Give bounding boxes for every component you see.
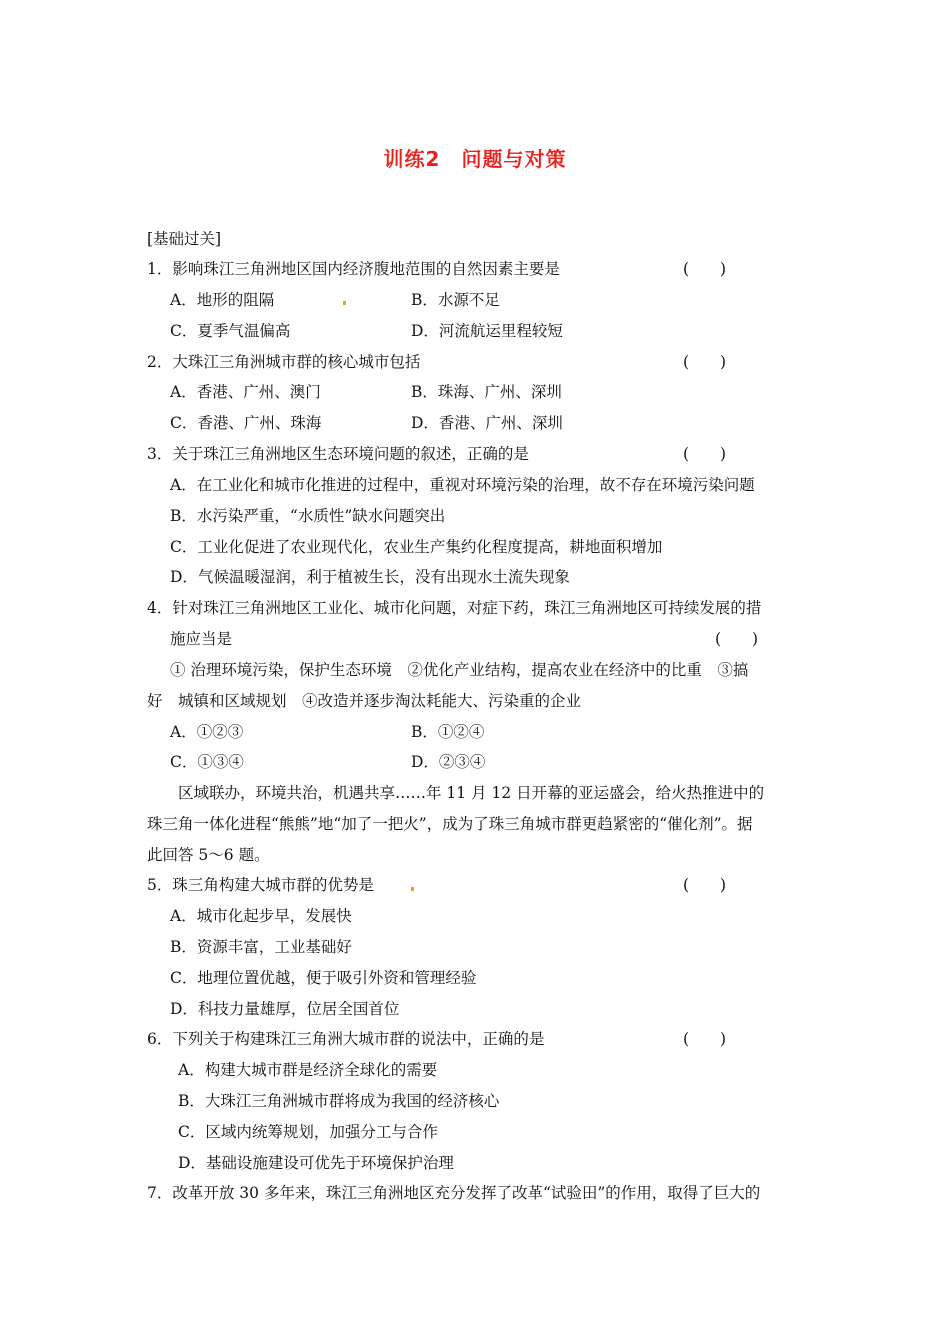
q5-stem: 5．珠三角构建大城市群的优势是: [147, 876, 374, 894]
q6-option-d: D．基础设施建设可优先于环境保护治理: [178, 1154, 454, 1172]
q1-option-c: C．夏季气温偏高: [170, 322, 291, 340]
q1-option-a: A．地形的阻隔: [170, 291, 275, 309]
q3-option-a: A．在工业化和城市化推进的过程中，重视对环境污染的治理，故不存在环境污染问题: [170, 476, 755, 494]
q2-option-b: B．珠海、广州、深圳: [411, 383, 562, 401]
passage-line1: 区域联办，环境共治，机遇共享……年 11 月 12 日开幕的亚运盛会，给火热推进中的: [178, 784, 765, 802]
q6-option-c: C．区域内统筹规划，加强分工与合作: [178, 1123, 438, 1141]
q3-answer-blank[interactable]: ( ): [683, 445, 727, 463]
q2-option-c: C．香港、广州、珠海: [170, 414, 322, 432]
passage-line2: 珠三角一体化进程“熊熊”地“加了一把火”，成为了珠三角城市群更趋紧密的“催化剂”。据: [147, 815, 753, 833]
q1-option-d: D．河流航运里程较短: [411, 322, 563, 340]
page-title: 训练2 问题与对策: [383, 147, 567, 171]
q5-option-d: D．科技力量雄厚，位居全国首位: [170, 1000, 400, 1018]
q1-answer-blank[interactable]: ( ): [683, 260, 727, 278]
q4-answer-blank[interactable]: ( ): [715, 630, 759, 648]
q4-stem-line1: 4．针对珠江三角洲地区工业化、城市化问题，对症下药，珠江三角洲地区可持续发展的措: [147, 599, 762, 617]
q6-stem: 6．下列关于构建珠江三角洲大城市群的说法中，正确的是: [147, 1030, 545, 1048]
q3-option-d: D．气候温暖湿润，利于植被生长，没有出现水土流失现象: [170, 568, 570, 586]
q5-option-b: B．资源丰富，工业基础好: [170, 938, 352, 956]
q2-option-d: D．香港、广州、深圳: [411, 414, 563, 432]
passage-line3: 此回答 5～6 题。: [147, 846, 270, 864]
q6-option-a: A．构建大城市群是经济全球化的需要: [178, 1061, 438, 1079]
q4-option-a: A．①②③: [170, 723, 244, 741]
orange-mark: [343, 301, 346, 305]
q4-option-d: D．②③④: [411, 753, 486, 771]
q3-option-b: B．水污染严重，“水质性”缺水问题突出: [170, 507, 446, 525]
q4-stem-line2: 施应当是: [170, 630, 233, 648]
q1-option-b: B．水源不足: [411, 291, 500, 309]
q2-answer-blank[interactable]: ( ): [683, 353, 727, 371]
q3-option-c: C．工业化促进了农业现代化，农业生产集约化程度提高，耕地面积增加: [170, 538, 663, 556]
q5-option-a: A．城市化起步早，发展快: [170, 907, 352, 925]
section-heading: [基础过关]: [147, 230, 222, 248]
q6-option-b: B．大珠江三角洲城市群将成为我国的经济核心: [178, 1092, 500, 1110]
orange-mark: [411, 887, 414, 891]
q5-answer-blank[interactable]: ( ): [683, 876, 727, 894]
q4-statements-line2: 好 城镇和区域规划 ④改造并逐步淘汰耗能大、污染重的企业: [147, 692, 582, 710]
q4-option-b: B．①②④: [411, 723, 485, 741]
q3-stem: 3．关于珠江三角洲地区生态环境问题的叙述，正确的是: [147, 445, 529, 463]
q4-statements-line1: ① 治理环境污染，保护生态环境 ②优化产业结构，提高农业在经济中的比重 ③搞: [170, 661, 749, 679]
q7-stem: 7．改革开放 30 多年来，珠江三角洲地区充分发挥了改革“试验田”的作用，取得了巨大的: [147, 1184, 761, 1202]
q2-stem: 2．大珠江三角洲城市群的核心城市包括: [147, 353, 421, 371]
q4-option-c: C．①③④: [170, 753, 244, 771]
q2-option-a: A．香港、广州、澳门: [170, 383, 321, 401]
q6-answer-blank[interactable]: ( ): [683, 1030, 727, 1048]
q5-option-c: C．地理位置优越，便于吸引外资和管理经验: [170, 969, 477, 987]
q1-stem: 1．影响珠江三角洲地区国内经济腹地范围的自然因素主要是: [147, 260, 560, 278]
